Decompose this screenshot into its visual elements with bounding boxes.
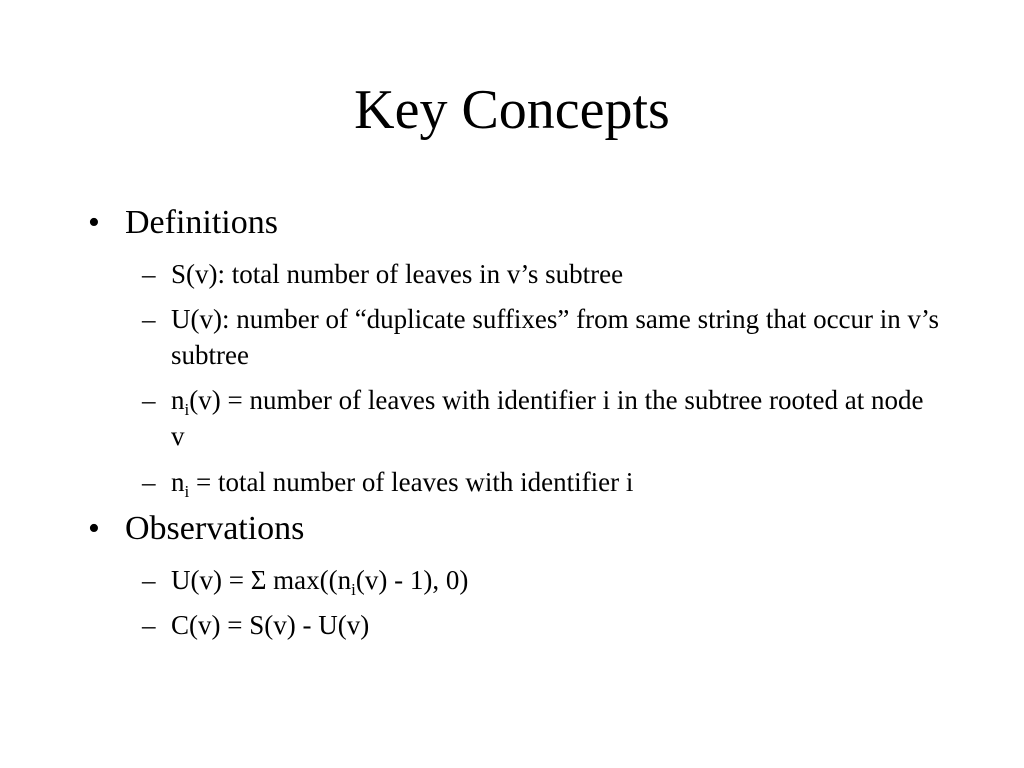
bullet-dot: •	[88, 510, 100, 547]
dash: –	[142, 565, 156, 595]
dash: –	[142, 304, 156, 334]
bullet-dot: •	[88, 204, 100, 241]
formula-subscript: i	[184, 400, 190, 419]
definition-item	[142, 382, 942, 454]
formula-rest: (v) - 1), 0)	[355, 565, 469, 595]
formula-base: n	[171, 467, 185, 497]
observation-item	[142, 607, 942, 643]
dash: –	[142, 385, 156, 415]
formula-base: n	[171, 385, 185, 415]
formula-rest: = total number of leaves with identifier i	[189, 467, 634, 497]
observation-text	[171, 562, 942, 598]
formula-rest: (v) = number of leaves with identifier i in the subtree rooted at node v	[171, 385, 924, 451]
definition-text: U(v): number of “duplicate suffixes” from same string that occur in v’s subtree	[171, 304, 940, 370]
definition-item	[142, 256, 942, 292]
dash: –	[142, 467, 156, 497]
observation-text: C(v) = S(v) - U(v)	[171, 610, 370, 640]
definition-item	[142, 464, 942, 500]
definition-text	[171, 464, 942, 500]
formula-subscript: i	[351, 580, 356, 599]
definition-text	[171, 382, 942, 454]
slide-title: Key Concepts	[354, 79, 670, 141]
bullet-heading: Observations	[125, 510, 305, 547]
formula-subscript: i	[184, 482, 190, 501]
observation-item	[142, 562, 942, 598]
definition-text: S(v): total number of leaves in v’s subtree	[171, 259, 624, 289]
dash: –	[142, 259, 156, 289]
formula-base: U(v) = Σ max((n	[171, 565, 352, 595]
bullet-heading: Definitions	[125, 204, 278, 241]
definition-item	[142, 301, 942, 373]
dash: –	[142, 610, 156, 640]
